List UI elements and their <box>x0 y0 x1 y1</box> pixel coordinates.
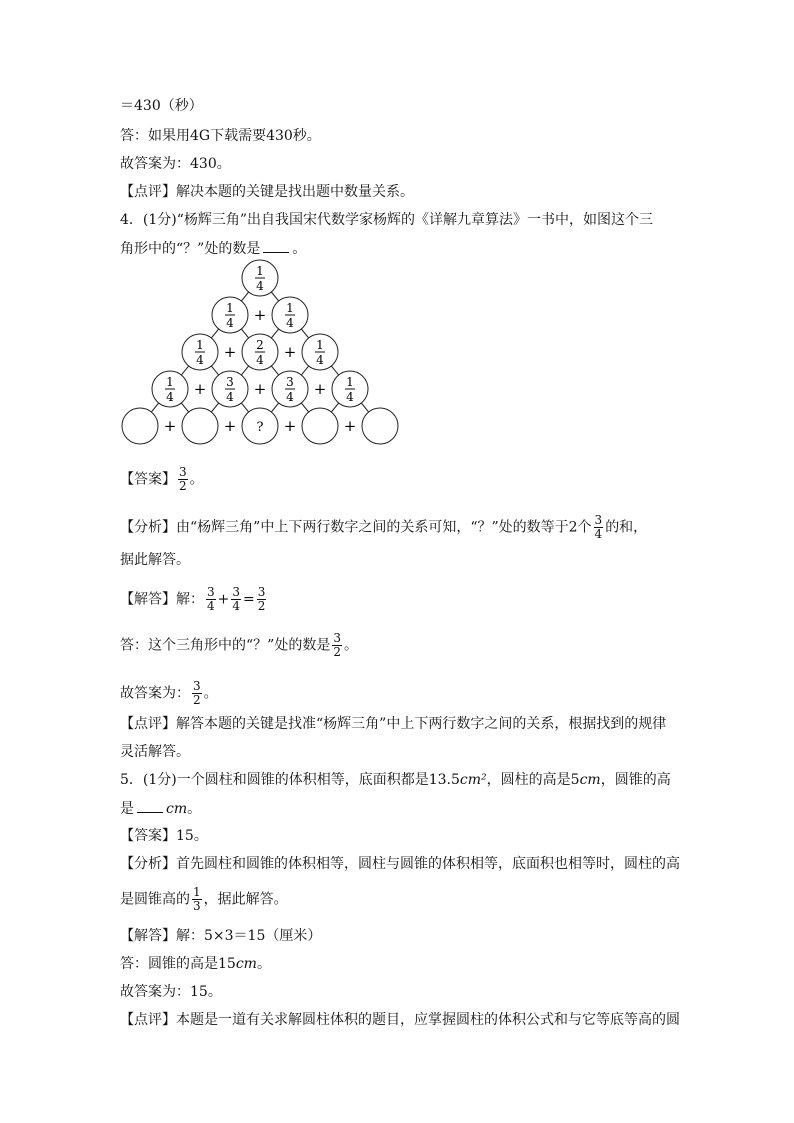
answer-blank <box>137 798 163 813</box>
q5-analysis-line1: 【分析】首先圆柱和圆锥的体积相等，圆柱与圆锥的体积相等，底面积也相等时，圆柱的高 <box>120 856 680 872</box>
q5-analysis2a: 是圆锥高的 <box>120 891 190 908</box>
node-denominator: 4 <box>346 390 354 404</box>
sol-fraction-2: $\frac{3}{4}$ <box>232 585 241 613</box>
plus-sign: + <box>223 417 237 435</box>
triangle-node <box>122 408 158 444</box>
q4-solution <box>120 586 268 613</box>
answer-statement-text: 答：这个三角形中的“？”处的数是 <box>120 637 331 654</box>
q5-analysis2b: ，据此解答。 <box>203 891 288 908</box>
q4-analysis <box>120 514 647 541</box>
q4-analysis-line2: 据此解答。 <box>120 552 190 568</box>
analysis-text-end: 的和， <box>605 519 648 536</box>
q4-text-line2 <box>120 238 306 259</box>
plus-sign: + <box>163 417 177 435</box>
plus-sign: + <box>193 380 207 398</box>
final-answer-line: 故答案为：430。 <box>120 156 231 172</box>
node-numerator: 1 <box>316 338 324 352</box>
node-numerator: 2 <box>256 338 264 352</box>
q4-comment-line1: 【点评】解答本题的关键是找准“杨辉三角”中上下两行数字之间的关系，根据找到的规律 <box>120 716 667 732</box>
node-numerator: 1 <box>286 301 294 315</box>
answer-statement-end: 。 <box>343 637 358 654</box>
node-denominator: 4 <box>226 390 234 404</box>
q5-ans-a: 答：圆锥的高是15 <box>120 956 236 972</box>
triangle-node <box>182 408 218 444</box>
equals-sign: = <box>243 591 255 608</box>
q4-answer <box>120 466 204 493</box>
answer-statement-fraction: $\frac{3}{2}$ <box>333 631 341 659</box>
q5-answer-statement <box>120 954 271 974</box>
q5-text2b: 。 <box>187 801 202 817</box>
q5-comment: 【点评】本题是一道有关求解圆柱体积的题目，应掌握圆柱的体积公式和与它等底等高的圆 <box>120 1012 680 1028</box>
plus-sign: + <box>253 306 267 324</box>
node-denominator: 4 <box>166 390 174 404</box>
node-numerator: 1 <box>256 264 264 278</box>
plus-sign: + <box>283 417 297 435</box>
node-numerator: 3 <box>226 375 234 389</box>
node-denominator: 4 <box>286 390 294 404</box>
triangle-node <box>302 408 338 444</box>
solution-label: 【解答】解： <box>120 591 204 608</box>
analysis-fraction: $\frac{1}{3}$ <box>193 885 201 913</box>
q4-final <box>120 680 218 707</box>
sol-fraction-3: $\frac{3}{2}$ <box>257 585 266 613</box>
node-denominator: 4 <box>256 279 264 293</box>
triangle-node <box>362 408 398 444</box>
node-denominator: 4 <box>316 353 324 367</box>
unknown-node-mark: ? <box>256 420 264 435</box>
node-numerator: 1 <box>166 375 174 389</box>
q5-text-line1 <box>120 770 671 790</box>
unit-length: cm <box>166 801 188 817</box>
node-numerator: 3 <box>286 375 294 389</box>
answer-label: 【答案】 <box>120 471 176 488</box>
node-denominator: 4 <box>286 316 294 330</box>
analysis-text: 【分析】由“杨辉三角”中上下两行数字之间的关系可知，“？”处的数等于2个 <box>120 519 592 536</box>
plus-sign: + <box>313 380 327 398</box>
plus-sign: + <box>283 343 297 361</box>
q4-comment-line2: 灵活解答。 <box>120 744 190 760</box>
plus-sign: + <box>223 343 237 361</box>
q5-final: 故答案为：15。 <box>120 984 222 1000</box>
q5-text1b: ，圆柱的高是5 <box>486 772 580 788</box>
plus-sign: + <box>217 591 230 608</box>
analysis-fraction: $\frac{3}{4}$ <box>594 513 603 541</box>
q5-text-line2 <box>120 798 201 819</box>
final-end: 。 <box>203 685 218 702</box>
final-fraction: $\frac{3}{2}$ <box>193 679 201 707</box>
calc-line: ＝430（秒） <box>120 98 203 114</box>
unit-length: cm <box>235 956 257 972</box>
node-denominator: 4 <box>196 353 204 367</box>
q5-answer: 【答案】15。 <box>120 828 208 844</box>
comment-line: 【点评】解决本题的关键是找出题中数量关系。 <box>120 184 414 200</box>
q5-text1a: 5．(1分)一个圆柱和圆锥的体积相等，底面积都是13.5 <box>120 772 460 788</box>
answer-end: 。 <box>189 471 204 488</box>
q4-text2b: 。 <box>292 241 307 257</box>
sol-fraction-1: $\frac{3}{4}$ <box>207 585 215 613</box>
answer-fraction: $\frac{3}{2}$ <box>179 465 187 493</box>
yanghui-triangle-figure <box>110 258 410 450</box>
q4-text2a: 角形中的“？”处的数是 <box>120 241 261 257</box>
q4-text-line1: 4．(1分)“杨辉三角”出自我国宋代数学家杨辉的《详解九章算法》一书中，如图这个三 <box>120 212 654 228</box>
node-numerator: 1 <box>196 338 204 352</box>
final-text: 故答案为： <box>120 685 190 702</box>
q5-ans-b: 。 <box>256 956 271 972</box>
answer-line: 答：如果用4G下载需要430秒。 <box>120 128 321 144</box>
q5-analysis-line2 <box>120 886 288 913</box>
q5-text2a: 是 <box>120 801 134 817</box>
node-denominator: 4 <box>256 353 264 367</box>
answer-blank <box>263 238 289 253</box>
q4-answer-statement <box>120 632 358 659</box>
plus-sign: + <box>343 417 357 435</box>
plus-sign: + <box>253 380 267 398</box>
node-numerator: 1 <box>346 375 354 389</box>
node-numerator: 1 <box>226 301 234 315</box>
q5-solution: 【解答】解：5×3＝15（厘米） <box>120 928 322 944</box>
unit-length: cm <box>579 772 601 788</box>
node-denominator: 4 <box>226 316 234 330</box>
unit-area: cm² <box>459 772 487 788</box>
q5-text1c: ，圆锥的高 <box>600 772 671 788</box>
